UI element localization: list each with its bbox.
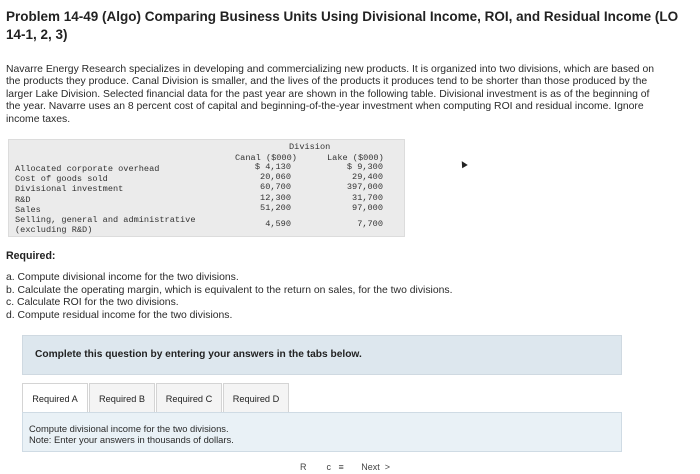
tab-required-a[interactable]: Required A: [22, 383, 88, 416]
table-cell: 397,000: [346, 182, 383, 193]
table-cell: 97,000: [352, 202, 383, 213]
problem-title: Problem 14-49 (Algo) Comparing Business Units Using Divisional Income, ROI, and Residual Income (LO 14-1, 2, 3): [6, 9, 679, 42]
row-label: R&D: [15, 194, 31, 205]
table-cell: 29,400: [352, 172, 383, 183]
table-cell: 20,060: [260, 172, 291, 183]
problem-description: Navarre Energy Research specializes in developing and commercializing new products. It is organized into two divisions, which are based on the products they produce. Canal Division is smaller, and the lives of the products it produces tend to be shorter than those produced by the larger Lake Division. Selected financial data for the past year are shown in the following table. Divisional investment is as of the beginning of the year. Navarre uses an 8 percent cost of capital and beginning-of-the-year investment when computing ROI and residual income. Ignore income taxes.: [6, 64, 655, 125]
mouse-cursor-icon: ▲: [455, 156, 472, 172]
tab-required-c[interactable]: Required C: [156, 383, 222, 415]
tab-required-d[interactable]: Required D: [223, 383, 289, 415]
table-cell: 51,200: [260, 202, 291, 213]
required-heading: Required:: [6, 250, 56, 262]
canal-values: [235, 162, 291, 229]
division-header: Division: [289, 142, 331, 152]
row-label: Sales: [15, 204, 41, 215]
row-label: Allocated corporate overhead: [15, 164, 160, 174]
required-item: b. Calculate the operating margin, which is equivalent to the return on sales, for the two divisions.: [6, 284, 453, 296]
row-label: Selling, general and administrative (excluding R&D): [15, 215, 196, 236]
lake-values: [327, 162, 383, 229]
instructions-text: Complete this question by entering your answers in the tabs below.: [35, 349, 362, 360]
row-label: Divisional investment: [15, 184, 124, 195]
required-item: d. Compute residual income for the two divisions.: [6, 309, 233, 321]
panel-text: [29, 423, 234, 445]
table-cell: $ 4,130: [254, 162, 291, 172]
table-cell: 31,700: [352, 192, 383, 203]
panel-note: Note: Enter your answers in thousands of dollars.: [29, 434, 234, 445]
table-cell: 7,700: [357, 219, 383, 230]
panel-instruction: Compute divisional income for the two divisions.: [29, 423, 229, 434]
table-cell: $ 9,300: [346, 162, 383, 172]
required-list: [6, 272, 452, 322]
row-labels: [15, 164, 196, 235]
canal-column-header: Canal ($000): [235, 153, 297, 163]
tab-panel: [22, 412, 622, 452]
tab-required-b[interactable]: Required B: [89, 383, 155, 415]
table-cell: 12,300: [260, 192, 291, 203]
table-cell: 4,590: [265, 219, 291, 230]
financial-data-table: [8, 139, 405, 237]
table-cell: 60,700: [260, 182, 291, 193]
required-item: c. Calculate ROI for the two divisions.: [6, 297, 179, 309]
required-item: a. Compute divisional income for the two divisions.: [6, 272, 239, 283]
instructions-banner: [22, 335, 622, 375]
bottom-navigation[interactable]: R c ≡ Next >: [300, 462, 391, 472]
lake-column-header: Lake ($000): [327, 153, 384, 163]
row-label: Cost of goods sold: [15, 174, 108, 185]
